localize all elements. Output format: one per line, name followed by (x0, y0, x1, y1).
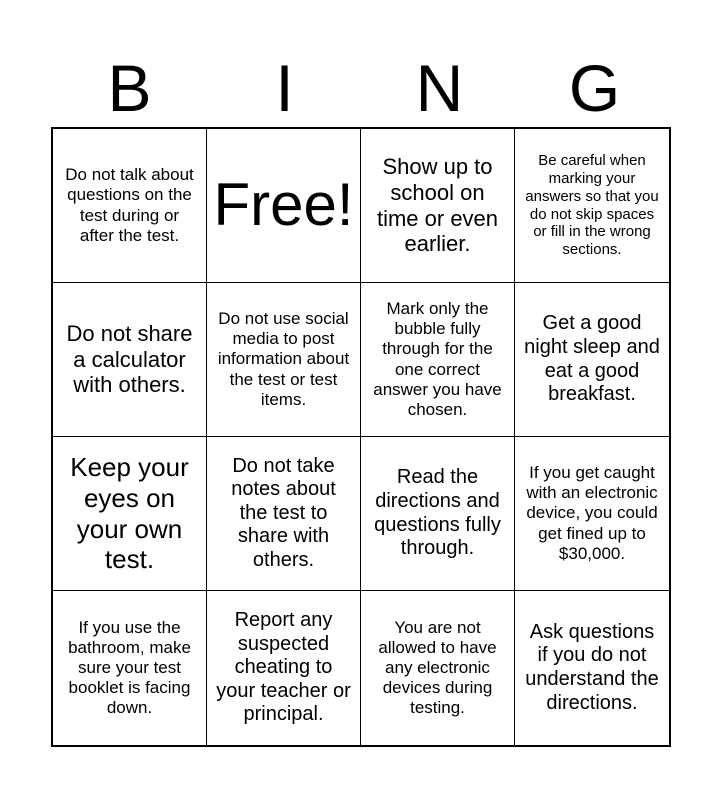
cell-text: Show up to school on time or even earlier. (376, 153, 499, 257)
bingo-cell-3[interactable] (361, 129, 515, 283)
header-letter-g: G (568, 51, 621, 125)
bingo-cell-1[interactable] (53, 129, 207, 283)
bingo-cell-9[interactable] (53, 437, 207, 591)
bingo-cell-10[interactable] (207, 437, 361, 591)
bingo-cell-16[interactable] (515, 591, 669, 745)
cell-text: Be careful when marking your answers so that you do not skip spaces or fill in the wrong sections. (525, 152, 659, 258)
bingo-cell-8[interactable] (515, 283, 669, 437)
header-letter-b: B (107, 51, 152, 125)
header-letter-i: I (275, 51, 294, 125)
bingo-cell-5[interactable] (53, 283, 207, 437)
cell-text: Do not take notes about the test to share with others. (231, 454, 336, 571)
bingo-cell-15[interactable] (361, 591, 515, 745)
bingo-cell-free[interactable] (207, 129, 361, 283)
bingo-card-grid (51, 127, 671, 747)
cell-text: If you use the bathroom, make sure your test booklet is facing down. (68, 617, 191, 718)
cell-text: Do not talk about questions on the test during or after the test. (65, 165, 194, 245)
bingo-cell-13[interactable] (53, 591, 207, 745)
cell-text: Do not use social media to post information about the test or test items. (217, 309, 350, 409)
cell-text: Read the directions and questions fully through. (374, 466, 501, 560)
cell-text: Report any suspected cheating to your teacher or principal. (216, 609, 351, 726)
bingo-cell-4[interactable] (515, 129, 669, 283)
bingo-cell-11[interactable] (361, 437, 515, 591)
cell-text: Do not share a calculator with others. (66, 320, 193, 398)
bingo-cell-12[interactable] (515, 437, 669, 591)
header-letter-n: N (415, 51, 464, 125)
cell-text: Get a good night sleep and eat a good breakfast. (524, 312, 660, 406)
cell-text: You are not allowed to have any electronic devices during testing. (378, 617, 497, 718)
cell-text: Mark only the bubble fully through for the one correct answer you have chosen. (373, 299, 502, 419)
bingo-cell-7[interactable] (361, 283, 515, 437)
free-space-text: Free! (213, 171, 354, 239)
cell-text: Keep your eyes on your own test. (70, 452, 189, 575)
cell-text: Ask questions if you do not understand the directions. (525, 620, 659, 714)
bingo-cell-6[interactable] (207, 283, 361, 437)
bingo-cell-14[interactable] (207, 591, 361, 745)
bingo-header (52, 52, 672, 124)
cell-text: If you get caught with an electronic device, you could get fined up to $30,000. (526, 463, 658, 563)
